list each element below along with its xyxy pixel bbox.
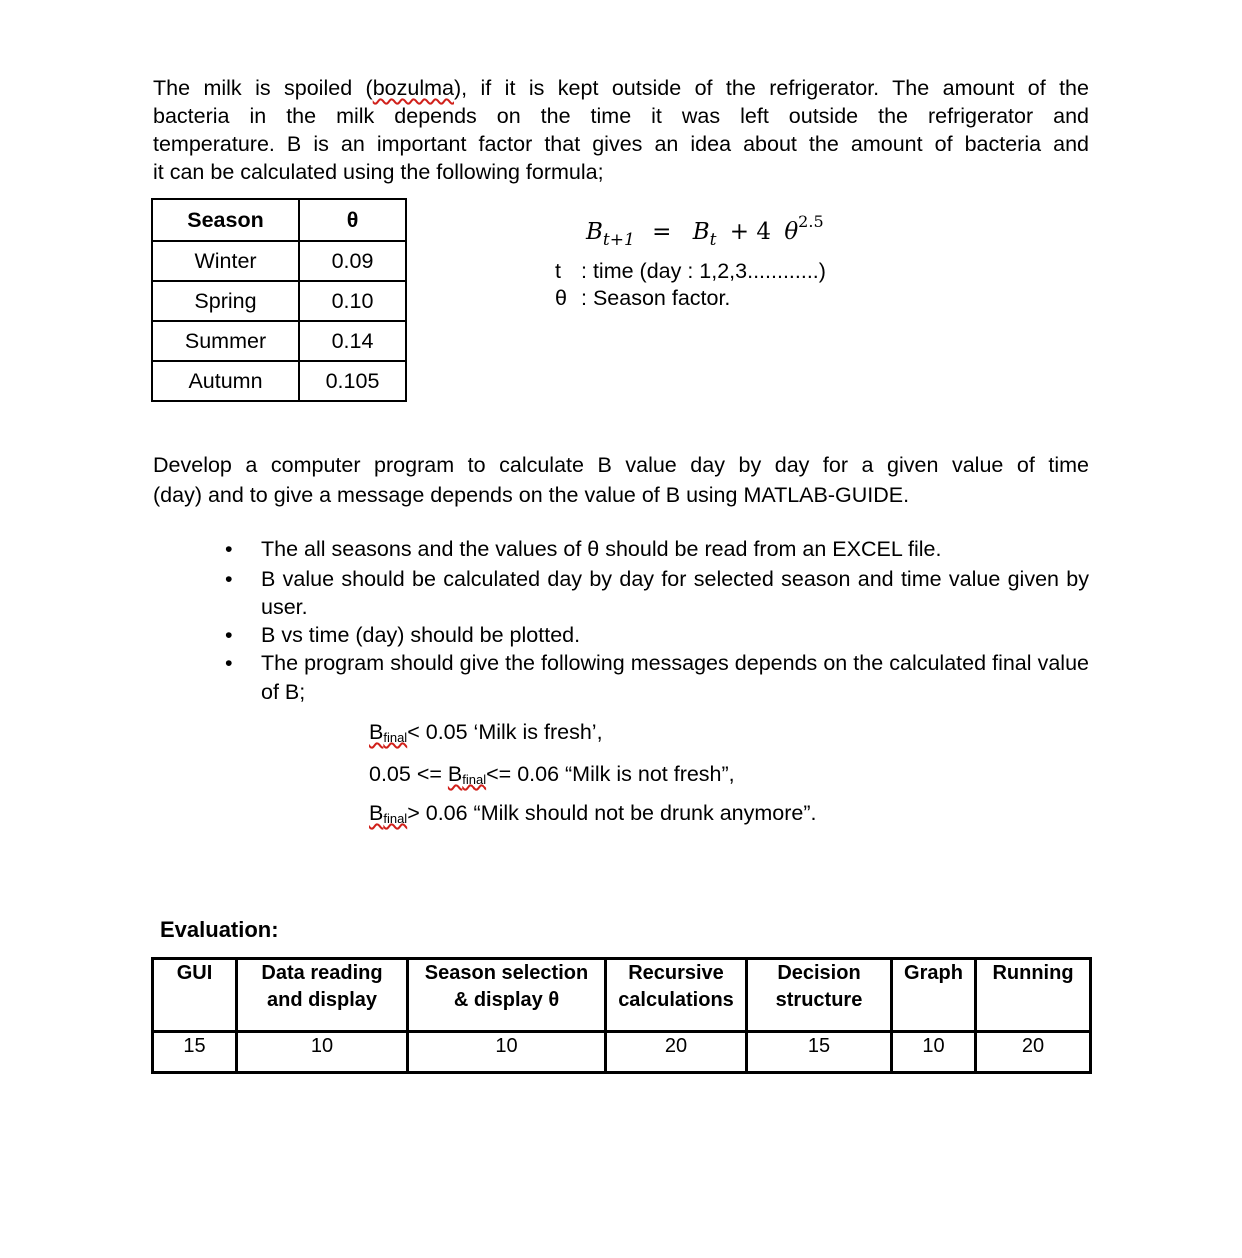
- condition-not-drinkable: [369, 801, 817, 826]
- season-name: Autumn: [152, 361, 299, 401]
- task-paragraph: [153, 450, 1089, 510]
- theta-value: 0.105: [299, 361, 406, 401]
- theta-value: 0.10: [299, 281, 406, 321]
- header-season: Season: [152, 199, 299, 241]
- condition-prefix: 0.05 <=: [369, 762, 448, 786]
- definition-text: : Season factor.: [581, 286, 731, 310]
- evaluation-title: Evaluation:: [160, 917, 279, 942]
- list-item: [225, 565, 1089, 621]
- list-item-text: The all seasons and the values of θ should be read from an EXCEL file.: [261, 537, 942, 561]
- b-final-symbol[interactable]: [369, 720, 407, 744]
- bullet-icon: •: [225, 567, 233, 591]
- task-line-2: (day) and to give a message depends on the value of B using MATLAB-GUIDE.: [153, 483, 910, 507]
- evaluation-points-cell: 20: [976, 1032, 1091, 1073]
- evaluation-header-text: GUI: [176, 962, 213, 984]
- condition-fresh: [369, 720, 603, 745]
- formula-plus-four: + 4: [729, 219, 771, 245]
- evaluation-points-cell: 15: [747, 1032, 892, 1073]
- misspelled-word-bozulma[interactable]: bozulma: [372, 76, 454, 100]
- definition-text: : time (day : 1,2,3............): [581, 259, 826, 283]
- b-final-symbol[interactable]: [369, 801, 407, 825]
- list-item-text: The program should give the following messages depends on the calculated final value of B;: [261, 651, 1089, 704]
- intro-line-1: [153, 74, 1089, 102]
- evaluation-header-text: calculations: [618, 989, 734, 1011]
- bullet-icon: •: [225, 537, 233, 561]
- season-name: Winter: [152, 241, 299, 281]
- condition-message: < 0.05 ‘Milk is fresh’,: [407, 720, 603, 744]
- list-item-text: B vs time (day) should be plotted.: [261, 623, 581, 647]
- definition-symbol: t: [555, 259, 561, 283]
- evaluation-points-cell: 20: [606, 1032, 747, 1073]
- definition-theta: [555, 285, 730, 312]
- evaluation-header-cell: [606, 959, 747, 1032]
- evaluation-header-cell: [408, 959, 606, 1032]
- evaluation-header-text: Running: [992, 962, 1074, 984]
- intro-text: The milk is spoiled (: [153, 76, 373, 100]
- definition-t: [555, 258, 826, 285]
- table-row: [152, 361, 406, 401]
- evaluation-header-cell: [976, 959, 1091, 1032]
- list-item-text: B value should be calculated day by day for selected season and time value given by user.: [261, 567, 1089, 619]
- formula-exponent: 2.5: [798, 212, 824, 231]
- list-item: [225, 621, 1089, 649]
- intro-line-2: bacteria in the milk depends on the time it was left outside the refrigerator and: [153, 104, 1089, 128]
- table-row: [152, 241, 406, 281]
- bullet-icon: •: [225, 623, 233, 647]
- condition-not-fresh: [369, 762, 735, 787]
- formula: [586, 212, 824, 250]
- list-item: [225, 535, 1089, 563]
- b-letter: B: [369, 720, 384, 744]
- evaluation-table: [151, 957, 1092, 1074]
- formula-rhs-b: B: [692, 219, 710, 245]
- b-final-symbol[interactable]: [448, 762, 486, 786]
- final-subscript: final: [383, 730, 408, 745]
- evaluation-header-text: Graph: [904, 962, 963, 984]
- evaluation-header-cell: [153, 959, 237, 1032]
- season-table: [151, 198, 407, 402]
- definition-symbol: θ: [555, 286, 567, 310]
- evaluation-header-text: and display: [266, 989, 378, 1011]
- header-theta: θ: [299, 199, 406, 241]
- theta-value: 0.09: [299, 241, 406, 281]
- formula-rhs-subscript: t: [709, 230, 717, 250]
- bullet-icon: •: [225, 651, 233, 675]
- evaluation-header-text: Data reading: [261, 962, 383, 984]
- evaluation-header-row: [153, 959, 1091, 1032]
- evaluation-points-cell: 10: [892, 1032, 976, 1073]
- table-row: [152, 321, 406, 361]
- formula-lhs: B: [586, 219, 603, 245]
- task-line-1: Develop a computer program to calculate B value day by day for a given value of time: [153, 453, 1089, 477]
- formula-equals: =: [652, 219, 672, 245]
- evaluation-header-text: structure: [775, 989, 863, 1011]
- evaluation-header-text: Decision: [777, 962, 861, 984]
- evaluation-header-text: Season selection: [424, 962, 589, 984]
- condition-message: <= 0.06 “Milk is not fresh”,: [486, 762, 735, 786]
- condition-message: > 0.06 “Milk should not be drunk anymore”.: [407, 801, 817, 825]
- evaluation-points-row: [153, 1032, 1091, 1073]
- intro-line-3: temperature. B is an important factor that gives an idea about the amount of bacteria and: [153, 132, 1089, 156]
- final-subscript: final: [462, 772, 487, 787]
- intro-paragraph: [153, 74, 1089, 186]
- final-subscript: final: [383, 811, 408, 826]
- evaluation-header-cell: [237, 959, 408, 1032]
- intro-line-4: it can be calculated using the following formula;: [153, 160, 604, 184]
- b-letter: B: [447, 762, 463, 786]
- b-letter: B: [369, 801, 384, 825]
- evaluation-points-cell: 10: [408, 1032, 606, 1073]
- evaluation-header-text: Recursive: [628, 962, 724, 984]
- evaluation-header-text: & display θ: [453, 989, 560, 1011]
- theta-value: 0.14: [299, 321, 406, 361]
- season-name: Spring: [152, 281, 299, 321]
- formula-lhs-subscript: t+1: [602, 230, 635, 250]
- formula-theta: θ: [784, 219, 799, 245]
- evaluation-header-cell: [892, 959, 976, 1032]
- season-table-header: [152, 199, 406, 241]
- evaluation-points-cell: 15: [153, 1032, 237, 1073]
- list-item: [225, 649, 1089, 707]
- intro-text: ), if it is kept outside of the refrigerator. The amount of the: [453, 76, 1089, 100]
- table-row: [152, 281, 406, 321]
- evaluation-points-cell: 10: [237, 1032, 408, 1073]
- evaluation-header-cell: [747, 959, 892, 1032]
- requirements-list: [225, 535, 1089, 707]
- season-name: Summer: [152, 321, 299, 361]
